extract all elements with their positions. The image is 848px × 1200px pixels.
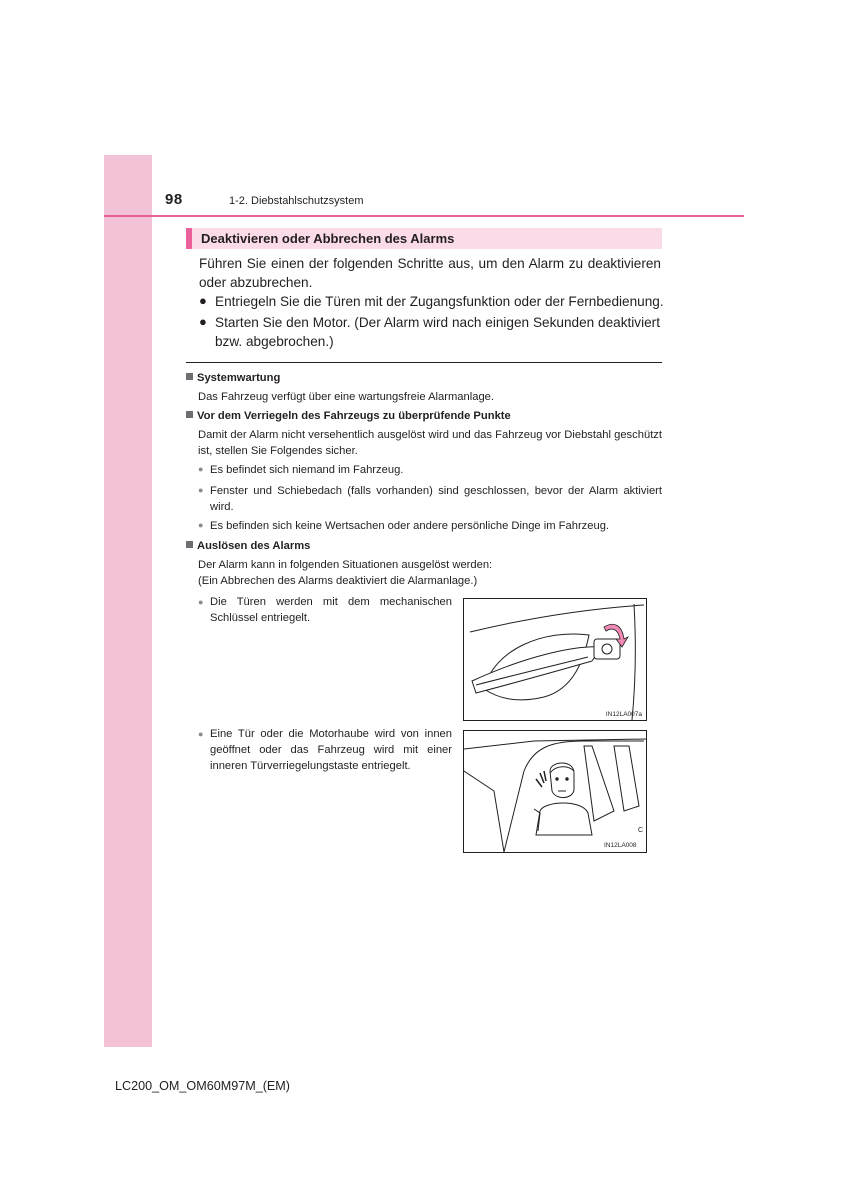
note-heading-trigger: Auslösen des Alarms bbox=[186, 540, 310, 552]
figure-interior bbox=[463, 730, 647, 853]
bullet-icon: ● bbox=[198, 464, 204, 474]
heading-title: Deaktivieren oder Abbrechen des Alarms bbox=[201, 231, 455, 246]
bullet-icon: ● bbox=[199, 314, 207, 329]
heading-box bbox=[186, 228, 662, 249]
maintenance-text: Das Fahrzeug verfügt über eine wartungsfreie Alarmanlage. bbox=[198, 391, 495, 403]
section-divider bbox=[186, 362, 662, 363]
check-item-3: Es befinden sich keine Wertsachen oder andere persönliche Dinge im Fahrzeug. bbox=[210, 520, 610, 532]
trigger-text-1: Der Alarm kann in folgenden Situationen ausgelöst werden: bbox=[198, 559, 493, 571]
bullet-icon: ● bbox=[198, 597, 204, 607]
figure-code: IN12LA007a bbox=[605, 711, 642, 718]
step-2: Starten Sie den Motor. (Der Alarm wird nach einigen Sekunden deaktiviert bzw. abgebrochen.) bbox=[215, 315, 660, 349]
page-number: 98 bbox=[165, 191, 183, 208]
trigger-item-1: Die Türen werden mit dem mechanischen Schlüssel entriegelt. bbox=[210, 596, 452, 624]
bullet-icon: ● bbox=[199, 293, 207, 308]
side-color-band bbox=[104, 155, 152, 1047]
bullet-icon: ● bbox=[198, 520, 204, 530]
square-bullet-icon bbox=[186, 411, 193, 418]
trigger-item-2: Eine Tür oder die Motorhaube wird von innen geöffnet oder das Fahrzeug wird mit einer inneren Türverriegelungstaste entriegelt. bbox=[210, 728, 452, 772]
check-item-1: Es befindet sich niemand im Fahrzeug. bbox=[210, 464, 404, 476]
step-1: Entriegeln Sie die Türen mit der Zugangsfunktion oder der Fernbedienung. bbox=[215, 294, 664, 309]
trigger-text-2: (Ein Abbrechen des Alarms deaktiviert die Alarmanlage.) bbox=[198, 575, 478, 587]
check-item-2: Fenster und Schiebedach (falls vorhanden) sind geschlossen, bevor der Alarm aktiviert wird. bbox=[210, 485, 662, 513]
car-interior-illustration bbox=[464, 731, 646, 852]
door-handle-illustration bbox=[464, 599, 646, 720]
figure-door-handle bbox=[463, 598, 647, 721]
figure-mark: C bbox=[637, 827, 643, 834]
bullet-icon: ● bbox=[198, 729, 204, 739]
note-heading-maintenance: Systemwartung bbox=[186, 372, 280, 384]
square-bullet-icon bbox=[186, 373, 193, 380]
square-bullet-icon bbox=[186, 541, 193, 548]
bullet-icon: ● bbox=[198, 485, 204, 495]
intro-paragraph: Führen Sie einen der folgenden Schritte aus, um den Alarm zu deaktivieren oder abzubrechen. bbox=[199, 256, 661, 290]
check-text: Damit der Alarm nicht versehentlich ausgelöst wird und das Fahrzeug vor Diebstahl geschützt ist, stellen Sie Folgendes sicher. bbox=[198, 429, 662, 457]
note-heading-check: Vor dem Verriegeln des Fahrzeugs zu überprüfende Punkte bbox=[186, 410, 511, 422]
section-title: 1-2. Diebstahlschutzsystem bbox=[229, 195, 364, 207]
footer-code: LC200_OM_OM60M97M_(EM) bbox=[115, 1079, 290, 1093]
header-rule bbox=[104, 215, 744, 217]
figure-code: IN12LA008 bbox=[604, 842, 637, 849]
